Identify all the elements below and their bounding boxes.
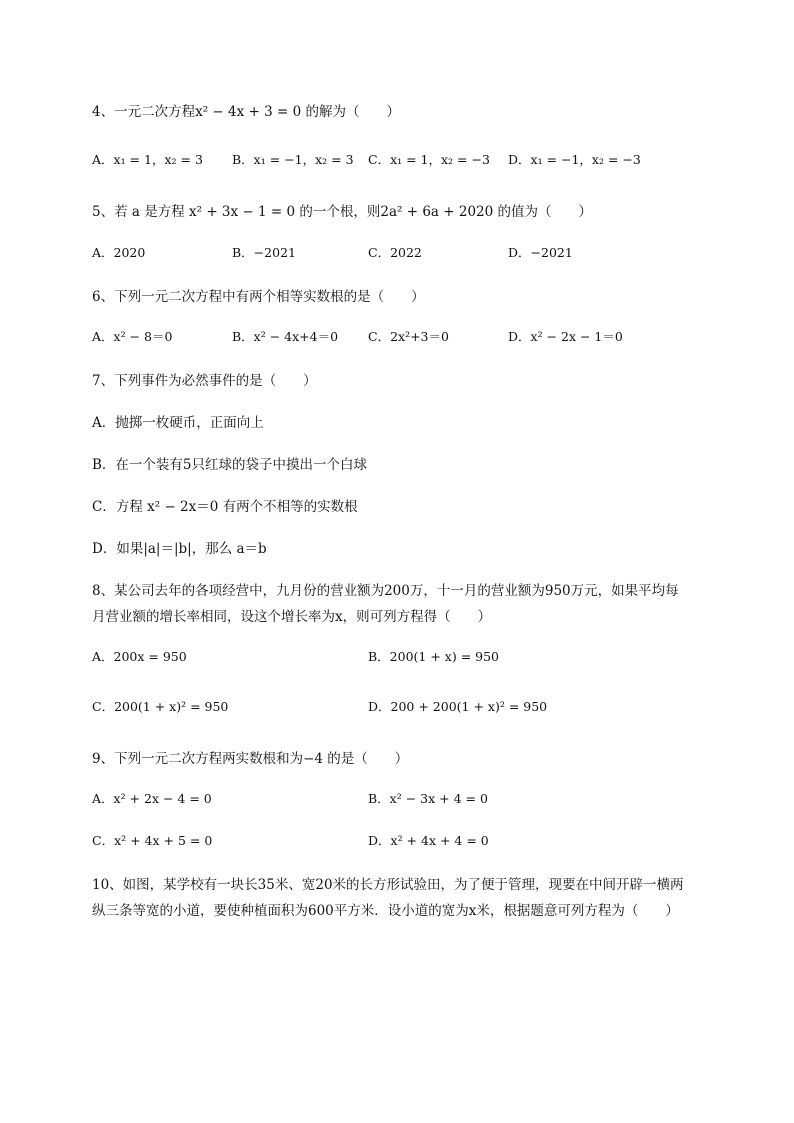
question-9-stem: 9、下列一元二次方程两实数根和为−4 的是（ ） [92,751,409,767]
question-7-option-c: C．方程 x² − 2x＝0 有两个不相等的实数根 [92,499,358,515]
question-8-option-b: B．200(1 + x) = 950 [368,649,499,664]
question-5-option-b: B．−2021 [232,245,296,260]
question-6-option-c: C．2x²+3＝0 [368,329,449,344]
question-5-option-d: D．−2021 [508,245,573,260]
question-8-option-d: D．200 + 200(1 + x)² = 950 [368,699,548,714]
question-6-option-a: A．x² − 8＝0 [92,329,173,344]
question-9-option-d: D．x² + 4x + 4 = 0 [368,833,489,848]
question-6-option-d: D．x² − 2x − 1＝0 [508,329,623,344]
question-4-option-c: C．x₁ = 1，x₂ = −3 [368,152,490,167]
question-7-option-d: D．如果|a|＝|b|，那么 a＝b [92,541,267,557]
question-5-option-a: A．2020 [92,245,146,260]
question-10-stem-line-1: 10、如图，某学校有一块长35米、宽20米的长方形试验田，为了便于管理，现要在中间开辟一横两 [92,877,684,893]
question-5-stem: 5、若 a 是方程 x² + 3x − 1 = 0 的一个根，则2a² + 6a + 2020 的值为（ ） [92,204,593,220]
question-8-stem-line-2: 月营业额的增长率相同，设这个增长率为x，则可列方程得（ ） [92,609,492,625]
question-6-stem: 6、下列一元二次方程中有两个相等实数根的是（ ） [92,289,425,305]
question-9-option-a: A．x² + 2x − 4 = 0 [92,791,212,806]
question-10-stem-line-2: 纵三条等宽的小道，要使种植面积为600平方米．设小道的宽为x米，根据题意可列方程为（ ） [92,903,679,919]
question-8-stem-line-1: 8、某公司去年的各项经营中，九月份的营业额为200万，十一月的营业额为950万元，如果平均每 [92,583,679,599]
question-7-stem: 7、下列事件为必然事件的是（ ） [92,373,317,389]
question-4-option-d: D．x₁ = −1，x₂ = −3 [508,152,641,167]
question-4-stem: 4、一元二次方程x² − 4x + 3 = 0 的解为（ ） [92,104,400,120]
question-7-option-b: B．在一个装有5只红球的袋子中摸出一个白球 [92,457,368,473]
question-5-option-c: C．2022 [368,245,422,260]
question-9-option-b: B．x² − 3x + 4 = 0 [368,791,488,806]
question-7-option-a: A．抛掷一枚硬币，正面向上 [92,415,264,431]
question-8-option-a: A．200x = 950 [92,649,187,664]
question-4-option-a: A．x₁ = 1，x₂ = 3 [92,152,203,167]
question-6-option-b: B．x² − 4x+4＝0 [232,329,339,344]
question-4-option-b: B．x₁ = −1，x₂ = 3 [232,152,354,167]
question-8-option-c: C．200(1 + x)² = 950 [92,699,229,714]
question-9-option-c: C．x² + 4x + 5 = 0 [92,833,213,848]
